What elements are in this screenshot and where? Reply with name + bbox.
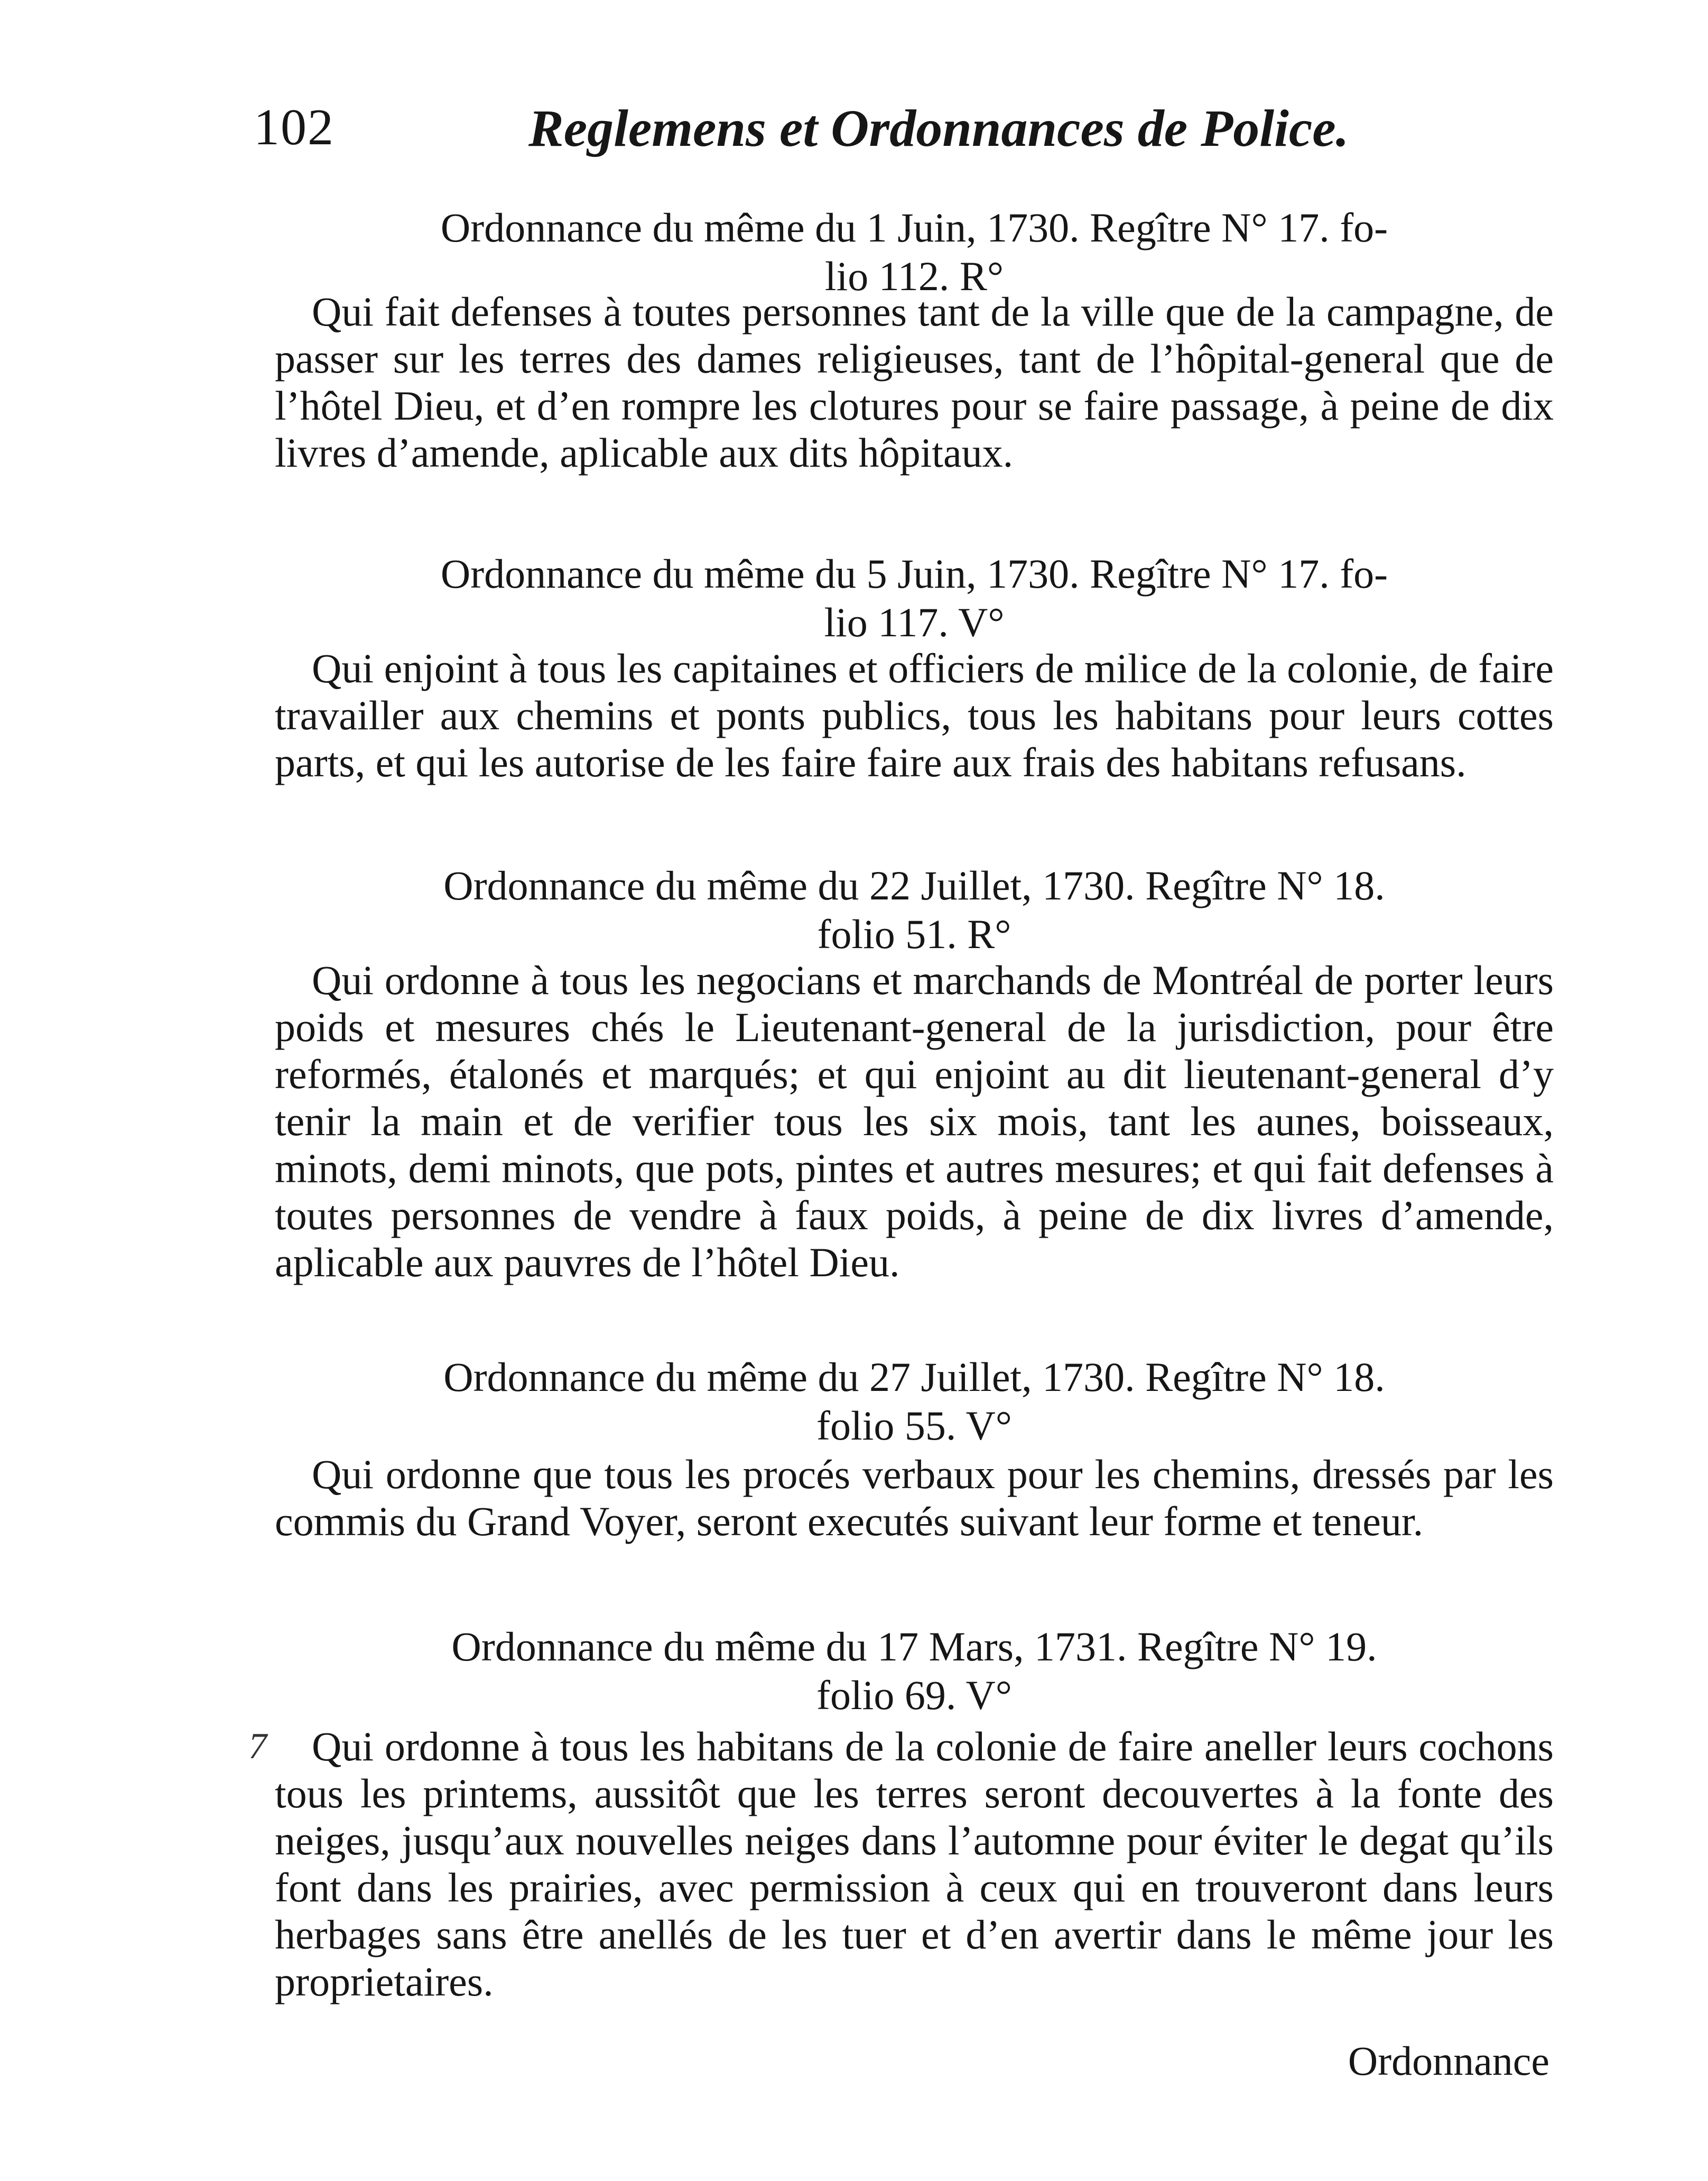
- entry-heading: [275, 861, 1554, 959]
- entry-text: Qui ordonne que tous les procés verbaux pour les chemins, dressés par les commis du Grand Voyer, seront executés suivant leur forme et teneur.: [275, 1451, 1554, 1544]
- entry-heading-line: Ordonnance du même du 22 Juillet, 1730. Regître N° 18.: [443, 862, 1385, 908]
- entry-heading-folio: lio 112. R°: [824, 253, 1004, 299]
- entry-text: Qui fait defenses à toutes personnes tant de la ville que de la campagne, de passer sur les terres des dames religieuses, tant de l’hôpital-general que de l’hôtel Dieu, et d’en rompre les clotures pour se faire passage, à peine de dix livres d’amende, aplicable aux dits hôpitaux.: [275, 289, 1554, 476]
- entry-heading-folio: folio 69. V°: [816, 1672, 1012, 1718]
- margin-pen-mark: 7: [248, 1726, 267, 1767]
- entry-heading-line: Ordonnance du même du 27 Juillet, 1730. Regître N° 18.: [443, 1354, 1385, 1400]
- entry-heading-folio: lio 117. V°: [824, 599, 1005, 645]
- entry-heading-line: Ordonnance du même du 1 Juin, 1730. Regître N° 17. fo-: [440, 205, 1388, 250]
- page-number: 102: [254, 99, 335, 156]
- entry-heading-folio: folio 51. R°: [817, 911, 1011, 957]
- entry-heading-line: Ordonnance du même du 5 Juin, 1730. Regître N° 17. fo-: [440, 551, 1388, 597]
- entry-heading: [275, 1622, 1554, 1720]
- catchword: Ordonnance: [1348, 2038, 1549, 2084]
- entry-text: Qui ordonne à tous les habitans de la colonie de faire aneller leurs cochons tous les printems, aussitôt que les terres seront decouvertes à la fonte des neiges, jusqu’aux nouvelles neiges dans l’automne pour éviter le degat qu’ils font dans les prairies, avec permission à ceux qui en trouveront dans leurs herbages sans être anellés de les tuer et d’en avertir dans le même jour les proprietaires.: [275, 1723, 1554, 2004]
- entry-text: Qui ordonne à tous les negocians et marchands de Montréal de porter leurs poids et mesures chés le Lieutenant-general de la jurisdiction, pour être reformés, étalonés et marqués; et qui enjoint au dit lieutenant-general d’y tenir la main et de verifier tous les six mois, tant les aunes, boisseaux, minots, demi minots, que pots, pintes et autres mesures; et qui fait defenses à toutes personnes de vendre à faux poids, à peine de dix livres d’amende, aplicable aux pauvres de l’hôtel Dieu.: [275, 957, 1554, 1285]
- entry-text: Qui enjoint à tous les capitaines et officiers de milice de la colonie, de faire travailler aux chemins et ponts publics, tous les habitans pour leurs cottes parts, et qui les autorise de les faire faire aux frais des habitans refusans.: [275, 645, 1554, 785]
- entry-heading: [275, 1353, 1554, 1450]
- entry-heading: [275, 203, 1554, 301]
- running-title: Reglemens et Ordonnances de Police.: [528, 99, 1349, 157]
- entry-heading-line: Ordonnance du même du 17 Mars, 1731. Regître N° 19.: [451, 1623, 1377, 1669]
- entry-heading-folio: folio 55. V°: [816, 1403, 1012, 1449]
- entry-heading: [275, 550, 1554, 647]
- page-header: [254, 98, 1548, 172]
